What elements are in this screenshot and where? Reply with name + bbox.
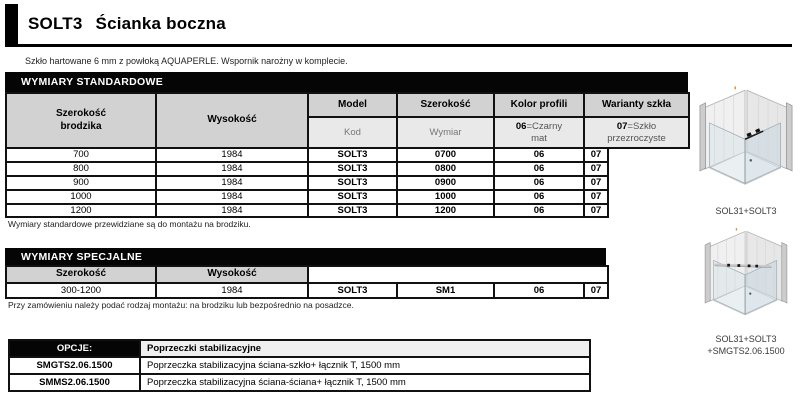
cell-height: 1984 [156,162,308,176]
cell-glass: 07 [584,204,608,218]
product-description: Szkło hartowane 6 mm z powłoką AQUAPERLE. Wspornik narożny w komplecie. [25,56,348,66]
cell-color: 06 [494,283,584,298]
cell-glass: 07 [584,148,608,162]
cell-tray-width: 1200 [6,204,156,218]
section-header-special: WYMIARY SPECJALNE [5,248,606,265]
page-title-model: SOLT3 [28,14,83,33]
cell-model: SOLT3 [308,190,397,204]
col-header-tray-width: Szerokość brodzika [6,93,156,148]
cell-tray-width: 1000 [6,190,156,204]
section-header-standard: WYMIARY STANDARDOWE [5,72,688,92]
cell-tray-width: 700 [6,148,156,162]
cell-model: SOLT3 [308,162,397,176]
cell-glass: 07 [584,162,608,176]
diagram-2-label: SOL31+SOLT3 [715,334,777,344]
standard-note: Wymiary standardowe przewidziane są do montażu na brodziku. [8,219,251,229]
table-row [9,374,590,391]
table-header-row [6,266,608,283]
cell-glass: 07 [584,283,608,298]
cell-blank [608,176,689,190]
cell-tray-width: 900 [6,176,156,190]
col-header-height: Wysokość [156,266,308,283]
options-label: OPCJE: [9,340,140,357]
table-row [9,357,590,374]
col-header-glass-variants: Warianty szkła [584,93,689,117]
shower-enclosure-drawing [698,86,794,204]
table-row [6,162,689,176]
subheader-code: Kod [308,117,397,148]
cell-blank [608,190,689,204]
diagram-1-label: SOL31+SOLT3 [715,206,777,216]
options-title: Poprzeczki stabilizacyjne [140,340,590,357]
cell-glass: 07 [584,190,608,204]
title-accent-bar [5,4,18,44]
table-row [6,204,689,218]
special-dimensions-table [5,265,609,299]
table-row [6,148,689,162]
table-header-row [6,93,689,117]
col-header-height: Wysokość [156,93,308,148]
cell-color: 06 [494,190,584,204]
product-diagram-2 [698,228,794,337]
col-header-model: Model [308,93,397,117]
standard-dimensions-table [5,92,690,218]
subheader-color-legend: 06=Czarny mat [494,117,584,148]
cell-model: SOLT3 [308,148,397,162]
table-row [6,190,689,204]
subheader-dimension: Wymiar [397,117,494,148]
page-title [18,14,226,34]
header-empty-cell [308,266,608,283]
cell-height: 1984 [156,148,308,162]
product-diagram-1 [698,86,794,209]
cell-option-desc: Poprzeczka stabilizacyjna ściana-ściana+ łącznik T, 1500 mm [140,374,590,391]
options-header-row [9,340,590,357]
cell-dimension: 0800 [397,162,494,176]
cell-height: 1984 [156,283,308,298]
cell-height: 1984 [156,204,308,218]
col-header-width: Szerokość [397,93,494,117]
cell-tray-width: 800 [6,162,156,176]
cell-height: 1984 [156,176,308,190]
cell-height: 1984 [156,190,308,204]
options-table [8,339,591,392]
cell-color: 06 [494,204,584,218]
cell-option-desc: Poprzeczka stabilizacyjna ściana-szkło+ łącznik T, 1500 mm [140,357,590,374]
special-note: Przy zamówieniu należy podać rodzaj montażu: na brodziku lub bezpośrednio na posadzce. [8,300,354,310]
cell-option-code: SMMS2.06.1500 [9,374,140,391]
cell-color: 06 [494,176,584,190]
table-row [6,283,608,298]
cell-glass: 07 [584,176,608,190]
cell-option-code: SMGTS2.06.1500 [9,357,140,374]
title-block [5,4,792,47]
cell-model: SOLT3 [308,176,397,190]
col-header-width: Szerokość [6,266,156,283]
cell-width: 300-1200 [6,283,156,298]
cell-dimension: 0900 [397,176,494,190]
cell-model: SOLT3 [308,204,397,218]
cell-model: SOLT3 [308,283,397,298]
cell-dimension: 1200 [397,204,494,218]
cell-color: 06 [494,148,584,162]
cell-dimension: SM1 [397,283,494,298]
col-header-profile-color: Kolor profili [494,93,584,117]
cell-color: 06 [494,162,584,176]
page-title-name: Ścianka boczna [95,14,226,33]
cell-blank [608,148,689,162]
subheader-glass-legend: 07=Szkło przezroczyste [584,117,689,148]
diagram-2-label-line2: +SMGTS2.06.1500 [707,346,785,356]
table-row [6,176,689,190]
cell-dimension: 1000 [397,190,494,204]
cell-blank [608,162,689,176]
cell-blank [608,204,689,218]
cell-dimension: 0700 [397,148,494,162]
shower-enclosure-with-stabilizer-drawing [698,228,794,332]
